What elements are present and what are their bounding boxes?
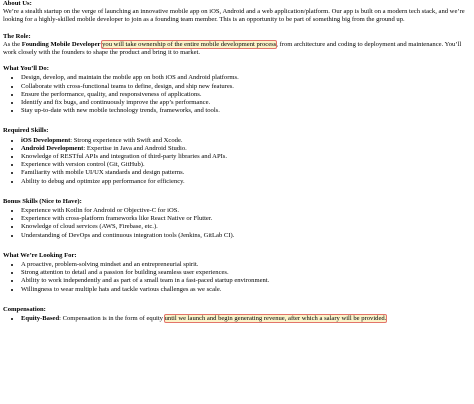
skill-text: : Strong experience with Swift and Xcode. bbox=[70, 136, 183, 144]
skill-bold: Android Development bbox=[21, 144, 84, 152]
role-suffix: , from architecture and coding to deployment and maintenance. You’ll work closely with the founders to shape the product and bring it to market. bbox=[3, 40, 462, 57]
list-item bbox=[21, 145, 472, 153]
role-highlight[interactable]: you will take ownership of the entire mobile development process bbox=[102, 40, 277, 48]
required-section bbox=[3, 127, 472, 185]
compensation-heading: Compensation: bbox=[3, 305, 46, 313]
list-item: • Experience with Kotlin for Android or Objective-C for iOS. bbox=[21, 207, 472, 215]
skill-text: Ability to debug and optimize app performance for efficiency. bbox=[21, 177, 185, 185]
about-text: We’re a stealth startup on the verge of launching an innovative mobile app on iOS, Android and a web application/platform. Our app is built on a modern tech stack, and we’re looking for a highly-skilled mobile developer to join as a founding team member. This is an opportunity to be part of something big from the ground up. bbox=[3, 8, 465, 24]
do-section bbox=[3, 65, 472, 115]
do-heading: What You’ll Do: bbox=[3, 65, 49, 73]
about-section bbox=[3, 0, 472, 25]
list-item: • Strong attention to detail and a passion for building seamless user experiences. bbox=[21, 269, 472, 277]
list-item bbox=[21, 178, 472, 186]
compensation-list bbox=[3, 315, 472, 323]
bonus-heading: Bonus Skills (Nice to Have): bbox=[3, 197, 82, 205]
do-list bbox=[3, 74, 472, 115]
list-item: • Identify and fix bugs, and continuously improve the app’s performance. bbox=[21, 99, 472, 107]
list-item bbox=[21, 137, 472, 145]
about-heading: About Us: bbox=[3, 0, 32, 7]
role-heading: The Role: bbox=[3, 32, 31, 40]
list-item: • Ability to work independently and as part of a small team in a fast-paced startup environment. bbox=[21, 277, 472, 285]
skill-text: Experience with version control (Git, GitHub). bbox=[21, 161, 145, 169]
compensation-section bbox=[3, 306, 472, 323]
looking-section bbox=[3, 252, 472, 294]
skill-bold: iOS Development bbox=[21, 136, 71, 144]
looking-heading: What We’re Looking For: bbox=[3, 251, 77, 259]
bonus-list bbox=[3, 207, 472, 240]
list-item: • Understanding of DevOps and continuous integration tools (Jenkins, GitLab CI). bbox=[21, 232, 472, 240]
list-item: • Knowledge of cloud services (AWS, Firebase, etc.). bbox=[21, 223, 472, 231]
role-title-bold: Founding Mobile Developer bbox=[21, 40, 101, 48]
list-item: • Collaborate with cross-functional teams to define, design, and ship new features. bbox=[21, 83, 472, 91]
list-item bbox=[21, 153, 472, 161]
list-item: • A proactive, problem-solving mindset and an entrepreneurial spirit. bbox=[21, 261, 472, 269]
list-item: • Experience with cross-platform frameworks like React Native or Flutter. bbox=[21, 215, 472, 223]
list-item: • Design, develop, and maintain the mobile app on both iOS and Android platforms. bbox=[21, 74, 472, 82]
bonus-section bbox=[3, 198, 472, 240]
compensation-bold: Equity-Based bbox=[21, 315, 60, 323]
list-item: • Willingness to wear multiple hats and tackle various challenges as we scale. bbox=[21, 286, 472, 294]
list-item bbox=[21, 315, 472, 323]
skill-text: Knowledge of RESTful APIs and integration of third-party libraries and APIs. bbox=[21, 153, 228, 161]
list-item: • Ensure the performance, quality, and responsiveness of applications. bbox=[21, 91, 472, 99]
skill-text: : Expertise in Java and Android Studio. bbox=[83, 144, 187, 152]
required-list bbox=[3, 137, 472, 186]
list-item bbox=[21, 161, 472, 169]
looking-list bbox=[3, 261, 472, 294]
skill-text: Familiarity with mobile UI/UX standards and design patterns. bbox=[21, 169, 185, 177]
role-section bbox=[3, 33, 472, 58]
role-prefix: As the bbox=[3, 40, 22, 48]
list-item bbox=[21, 169, 472, 177]
required-heading: Required Skills: bbox=[3, 127, 49, 135]
compensation-text: : Compensation is in the form of equity bbox=[59, 315, 163, 323]
compensation-highlight[interactable]: until we launch and begin generating revenue, after which a salary will be provided. bbox=[164, 315, 387, 323]
role-paragraph bbox=[3, 41, 472, 57]
list-item: • Stay up-to-date with new mobile technology trends, frameworks, and tools. bbox=[21, 107, 472, 115]
